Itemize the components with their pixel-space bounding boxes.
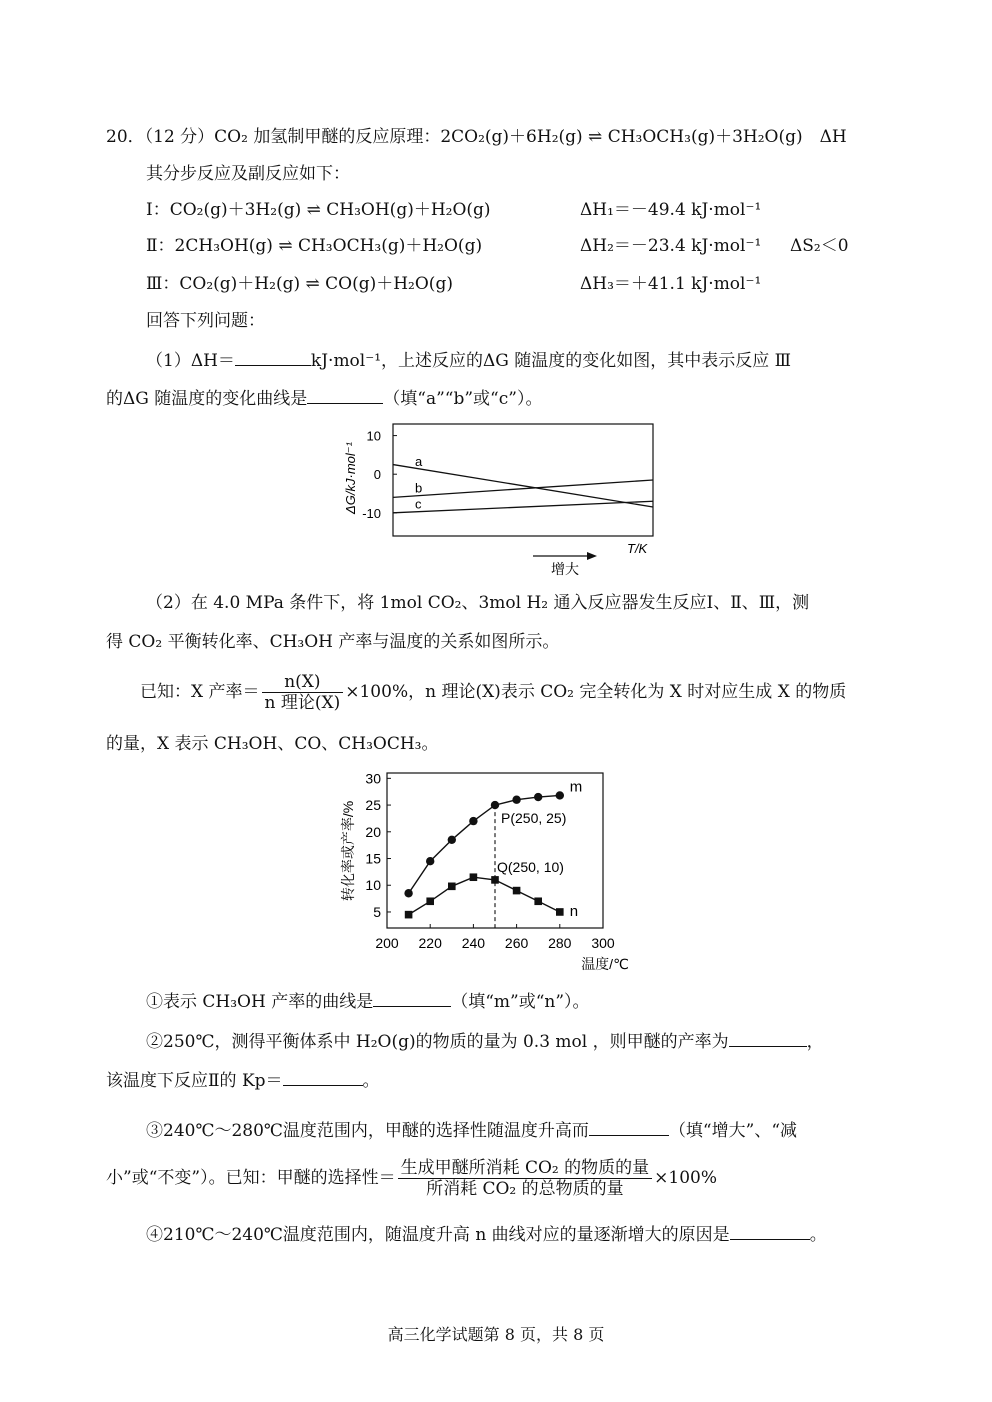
subq1-text-a: ①表示 CH₃OH 产率的曲线是 (146, 992, 374, 1012)
subq1 (146, 990, 590, 1013)
question-header: 20．（12 分）CO₂ 加氢制甲醚的反应原理：2CO₂(g)＋6H₂(g) ⇌ CH₃OCH₃(g)＋3H₂O(g) ΔH (106, 127, 847, 147)
chart2-ytick-label: 20 (365, 823, 381, 840)
chart2-ytick-label: 30 (365, 770, 381, 787)
answer-blank-reason[interactable] (730, 1223, 810, 1240)
subq1-text-b: （填“m”或“n”）。 (451, 992, 590, 1012)
chart2-xtick-label: 280 (548, 935, 572, 951)
reaction-2-entropy: ΔS₂＜0 (790, 236, 849, 256)
chart1-frame (393, 424, 653, 536)
subq4-text-a: ④210℃～240℃温度范围内，随温度升高 n 曲线对应的量逐渐增大的原因是 (146, 1225, 730, 1245)
chart2-ytick-label: 10 (365, 877, 381, 894)
subq2-line2 (106, 1069, 380, 1092)
subq2-text-a: ②250℃，测得平衡体系中 H₂O(g)的物质的量为 0.3 mol ，则甲醚的产率为 (146, 1032, 729, 1052)
answer-blank-curve[interactable] (307, 387, 383, 404)
chart1-curve-a (393, 465, 653, 507)
part1-line1 (146, 349, 791, 372)
known-text-b: ×100%，n 理论(X)表示 CO₂ 完全转化为 X 时对应生成 X 的物质 (345, 682, 847, 702)
chart2-ytick-label: 15 (365, 850, 381, 867)
answer-blank-selectivity[interactable] (589, 1119, 669, 1136)
chart2-ylabel: 转化率或产率/% (340, 800, 356, 902)
chart1-ytick-label: 0 (373, 467, 381, 483)
subq2-text-d: 。 (362, 1071, 380, 1091)
chart2-point-n (534, 897, 542, 905)
chart2-annotation-q: Q(250, 10) (497, 858, 564, 875)
page-footer: 高三化学试题第 8 页，共 8 页 (387, 1325, 605, 1344)
chart2-point-m (556, 791, 564, 799)
chart2-point-n (448, 883, 456, 891)
known-text-a: 已知：X 产率＝ (140, 682, 260, 702)
chart2-xtick-label: 240 (461, 935, 486, 951)
subq3-line2 (106, 1155, 717, 1201)
chart2-point-m (469, 817, 477, 825)
reaction-2-enthalpy: ΔH₂＝－23.4 kJ·mol⁻¹ (580, 236, 762, 256)
chart2-point-n (513, 887, 521, 895)
chart2-annotation-p: P(250, 25) (501, 810, 567, 827)
chart2-xtick-label: 260 (504, 935, 529, 951)
chart2-ytick-label: 25 (365, 797, 381, 814)
chart2-point-n (426, 897, 434, 905)
reaction-2-equation: Ⅱ：2CH₃OH(g) ⇌ CH₃OCH₃(g)＋H₂O(g) (146, 236, 483, 256)
part1-line2 (106, 387, 542, 410)
known-line2: 的量，X 表示 CH₃OH、CO、CH₃OCH₃。 (106, 734, 439, 754)
part2-line1: （2）在 4.0 MPa 条件下，将 1mol CO₂、3mol H₂ 通入反应器发生反应Ⅰ、Ⅱ、Ⅲ，测 (146, 593, 810, 613)
subq3-text-a: ③240℃～280℃温度范围内，甲醚的选择性随温度升高而 (146, 1121, 589, 1141)
subq2 (146, 1030, 824, 1053)
subq4-text-b: 。 (809, 1225, 827, 1245)
yield-numerator: n(X) (262, 672, 344, 693)
chart1-curve-label-b: b (415, 480, 423, 496)
answer-prompt: 回答下列问题： (146, 311, 265, 331)
intro-text: 其分步反应及副反应如下： (146, 164, 350, 184)
reaction-3-equation: Ⅲ：CO₂(g)＋H₂(g) ⇌ CO(g)＋H₂O(g) (146, 274, 453, 294)
subq4 (146, 1223, 827, 1246)
chart2-xtick-label: 200 (375, 935, 399, 951)
subq3-text-b: （填“增大”、“减 (668, 1121, 798, 1141)
chart2-xtick-label: 220 (418, 935, 442, 951)
chart1-x-arrow-label: 增大 (551, 561, 579, 577)
yield-denominator: n 理论(X) (264, 693, 341, 713)
chart1-xlabel: T/K (627, 541, 648, 556)
answer-blank-kp[interactable] (283, 1069, 363, 1086)
reaction-1-equation: Ⅰ：CO₂(g)＋3H₂(g) ⇌ CH₃OH(g)＋H₂O(g) (146, 200, 491, 220)
chart2-curve-n (409, 877, 560, 914)
chart2-point-m (448, 836, 456, 844)
chart2-point-n (405, 911, 413, 919)
selectivity-fraction (398, 1158, 653, 1199)
part1-text-d: （填“a”“b”或“c”）。 (383, 389, 543, 409)
part1-text-b: kJ·mol⁻¹，上述反应的ΔG 随温度的变化如图，其中表示反应 Ⅲ (310, 351, 792, 371)
selectivity-denominator: 所消耗 CO₂ 的总物质的量 (426, 1179, 624, 1199)
part1-text-a: （1）ΔH＝ (146, 351, 235, 371)
chart2-point-m (426, 857, 434, 865)
subq2-text-b: ， (806, 1032, 824, 1052)
chart2-point-m (534, 793, 542, 801)
chart1-arrowhead-icon (587, 552, 597, 560)
known-formula (140, 670, 846, 714)
chart2-series-label-n: n (569, 902, 579, 920)
chart2-series-label-m: m (569, 778, 583, 796)
subq3-text-d: ×100% (654, 1168, 718, 1188)
chart1-curve-label-c: c (415, 496, 422, 512)
subq2-text-c: 该温度下反应Ⅱ的 Kp＝ (106, 1071, 283, 1091)
chart2-ytick-label: 5 (373, 903, 381, 920)
part1-text-c: 的ΔG 随温度的变化曲线是 (106, 389, 308, 409)
answer-blank-ether-yield[interactable] (729, 1030, 807, 1047)
answer-blank-curve-m-n[interactable] (373, 990, 451, 1007)
chart2-xlabel: 温度/℃ (581, 956, 629, 972)
chart2-point-m (512, 796, 520, 804)
chart1-ytick-label: 10 (366, 428, 381, 444)
chart1-curve-c (393, 501, 653, 513)
chart2-point-m (404, 889, 412, 897)
chart2-xtick-label: 300 (591, 935, 615, 951)
selectivity-numerator: 生成甲醚所消耗 CO₂ 的物质的量 (398, 1158, 653, 1179)
chart1-ylabel: ΔG/kJ·mol⁻¹ (343, 442, 358, 514)
subq3 (146, 1119, 797, 1142)
delta-g-chart (335, 420, 665, 580)
answer-blank-dh[interactable] (235, 349, 311, 366)
yield-fraction (262, 672, 344, 713)
chart2-point-n (470, 873, 478, 881)
subq3-text-c: 小”或“不变”）。已知：甲醚的选择性＝ (106, 1168, 396, 1188)
part2-line2: 得 CO₂ 平衡转化率、CH₃OH 产率与温度的关系如图所示。 (106, 632, 560, 652)
yield-chart (335, 765, 645, 977)
chart1-curve-b (393, 480, 653, 497)
chart2-point-n (556, 908, 564, 916)
reaction-1-enthalpy: ΔH₁＝－49.4 kJ·mol⁻¹ (580, 200, 762, 220)
chart1-ytick-label: -10 (362, 505, 381, 521)
chart1-curve-label-a: a (415, 453, 423, 469)
reaction-3-enthalpy: ΔH₃＝＋41.1 kJ·mol⁻¹ (580, 274, 762, 294)
